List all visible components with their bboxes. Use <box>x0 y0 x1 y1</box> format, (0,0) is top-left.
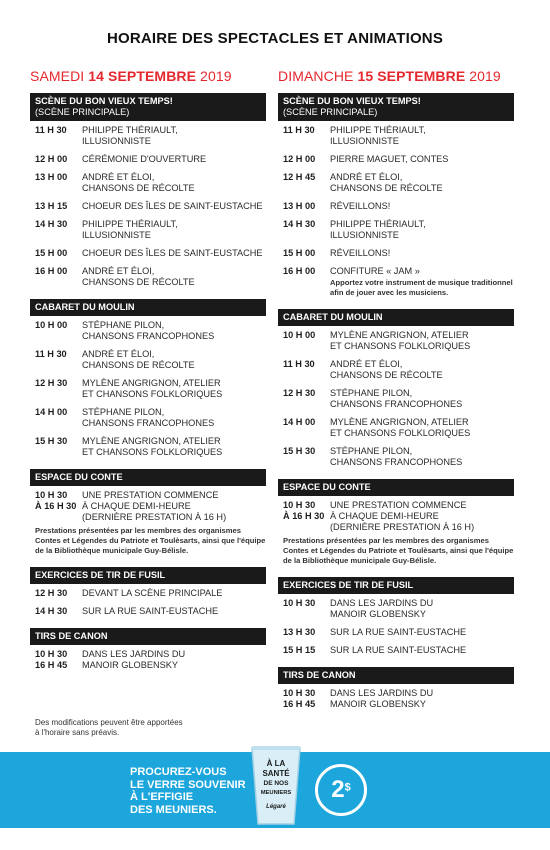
event-time: 13 H 00 <box>35 172 68 182</box>
section-title: EXERCICES DE TIR DE FUSIL <box>35 570 166 580</box>
schedule-row <box>35 490 266 523</box>
section-title: TIRS DE CANON <box>283 670 356 680</box>
event-description: STÉPHANE PILON, CHANSONS FRANCOPHONES <box>82 320 215 341</box>
event-time: 14 H 00 <box>35 407 68 417</box>
section-subtitle: (SCÈNE PRINCIPALE) <box>283 107 378 117</box>
event-description: MYLÈNE ANGRIGNON, ATELIER ET CHANSONS FOLKLORIQUES <box>330 330 471 351</box>
event-description: SUR LA RUE SAINT-EUSTACHE <box>330 645 467 655</box>
event-time: 15 H 30 <box>283 446 316 456</box>
schedule-row <box>283 446 514 468</box>
event-time: 10 H 30 À 16 H 30 <box>35 490 77 511</box>
day-column-sunday <box>278 68 514 721</box>
event-note: Apportez votre instrument de musique traditionnel afin de jouer avec les musiciens. <box>330 278 513 297</box>
promo-text: PROCUREZ-VOUS LE VERRE SOUVENIR À L'EFFIGIE DES MEUNIERS. <box>130 766 246 816</box>
section-header <box>278 479 514 496</box>
event-description: RÉVEILLONS! <box>330 201 391 211</box>
event-description: ANDRÉ ET ÉLOI, CHANSONS DE RÉCOLTE <box>82 349 195 370</box>
schedule-row <box>35 349 266 371</box>
event-description: ANDRÉ ET ÉLOI, CHANSONS DE RÉCOLTE <box>330 172 443 193</box>
day-date: 14 SEPTEMBRE <box>88 68 197 84</box>
event-time: 13 H 30 <box>283 627 316 637</box>
section-title: TIRS DE CANON <box>35 631 108 641</box>
event-time: 14 H 00 <box>283 417 316 427</box>
schedule-section <box>278 309 514 468</box>
schedule-row <box>35 219 266 241</box>
schedule-section <box>278 667 514 710</box>
event-time: 12 H 30 <box>283 388 316 398</box>
event-time: 13 H 15 <box>35 201 68 211</box>
schedule-row <box>35 606 266 617</box>
schedule-row <box>283 330 514 352</box>
day-name: SAMEDI <box>30 68 89 84</box>
souvenir-cup-icon <box>248 742 304 826</box>
event-description: ANDRÉ ET ÉLOI, CHANSONS DE RÉCOLTE <box>82 266 195 287</box>
schedule-section <box>278 479 514 566</box>
day-column-saturday <box>30 68 266 682</box>
schedule-row <box>283 266 514 277</box>
event-time: 14 H 30 <box>35 219 68 229</box>
event-description: PIERRE MAGUET, CONTES <box>330 154 449 164</box>
schedule-row <box>283 125 514 147</box>
schedule-section <box>278 93 514 298</box>
section-header <box>30 299 266 316</box>
price-amount: 2 <box>331 776 345 803</box>
section-title: SCÈNE DU BON VIEUX TEMPS! <box>283 96 421 106</box>
event-time: 12 H 00 <box>283 154 316 164</box>
event-time: 16 H 00 <box>35 266 68 276</box>
schedule-section <box>30 299 266 458</box>
event-time: 10 H 00 <box>35 320 68 330</box>
event-time: 12 H 30 <box>35 588 68 598</box>
cup-text-line-3: DE NOS <box>263 780 289 787</box>
event-description: RÉVEILLONS! <box>330 248 391 258</box>
section-note: Prestations présentées par les membres des organismes Contes et Légendes du Patriote et Toulèsarts, ainsi que l'équipe de la Bibliothèque municipale Guy-Bélisle. <box>283 536 514 565</box>
schedule-section <box>30 469 266 556</box>
event-time: 11 H 30 <box>35 125 67 135</box>
event-description: PHILIPPE THÉRIAULT, ILLUSIONNISTE <box>330 219 426 240</box>
event-description: CHOEUR DES ÎLES DE SAINT-EUSTACHE <box>82 201 263 211</box>
schedule-row <box>283 388 514 410</box>
event-description: DANS LES JARDINS DU MANOIR GLOBENSKY <box>330 688 434 709</box>
section-title: CABARET DU MOULIN <box>283 312 383 322</box>
event-description: MYLÈNE ANGRIGNON, ATELIER ET CHANSONS FOLKLORIQUES <box>330 417 471 438</box>
event-description: MYLÈNE ANGRIGNON, ATELIER ET CHANSONS FOLKLORIQUES <box>82 436 223 457</box>
day-year: 2019 <box>465 68 501 84</box>
event-time: 10 H 30 À 16 H 30 <box>283 500 325 521</box>
price-badge <box>315 764 367 816</box>
event-description: CONFITURE « JAM » <box>330 266 420 276</box>
event-description: PHILIPPE THÉRIAULT, ILLUSIONNISTE <box>82 219 178 240</box>
schedule-row <box>35 407 266 429</box>
event-description: ANDRÉ ET ÉLOI, CHANSONS DE RÉCOLTE <box>82 172 195 193</box>
event-description: DANS LES JARDINS DU MANOIR GLOBENSKY <box>82 649 186 670</box>
schedule-row <box>283 219 514 241</box>
schedule-section <box>30 93 266 288</box>
event-description: STÉPHANE PILON, CHANSONS FRANCOPHONES <box>82 407 215 428</box>
schedule-row <box>35 201 266 212</box>
section-header <box>278 93 514 121</box>
schedule-row <box>35 588 266 599</box>
event-time: 15 H 15 <box>283 645 316 655</box>
event-description: CHOEUR DES ÎLES DE SAINT-EUSTACHE <box>82 248 263 258</box>
price-currency: $ <box>344 781 351 794</box>
schedule-row <box>283 688 514 710</box>
day-heading <box>30 68 266 84</box>
day-date: 15 SEPTEMBRE <box>357 68 466 84</box>
day-year: 2019 <box>196 68 232 84</box>
section-subtitle: (SCÈNE PRINCIPALE) <box>35 107 130 117</box>
event-description: SUR LA RUE SAINT-EUSTACHE <box>330 627 467 637</box>
schedule-row <box>283 627 514 638</box>
event-time: 14 H 30 <box>35 606 68 616</box>
event-description: STÉPHANE PILON, CHANSONS FRANCOPHONES <box>330 388 463 409</box>
section-title: CABARET DU MOULIN <box>35 302 135 312</box>
event-description: MYLÈNE ANGRIGNON, ATELIER ET CHANSONS FOLKLORIQUES <box>82 378 223 399</box>
section-header <box>30 567 266 584</box>
event-time: 15 H 00 <box>35 248 68 258</box>
event-time: 12 H 30 <box>35 378 68 388</box>
schedule-row <box>35 125 266 147</box>
section-header <box>278 309 514 326</box>
section-title: EXERCICES DE TIR DE FUSIL <box>283 580 414 590</box>
schedule-row <box>35 266 266 288</box>
event-description: UNE PRESTATION COMMENCE À CHAQUE DEMI-HEURE (DERNIÈRE PRESTATION À 16 H) <box>82 490 227 522</box>
event-description: UNE PRESTATION COMMENCE À CHAQUE DEMI-HEURE (DERNIÈRE PRESTATION À 16 H) <box>330 500 475 532</box>
section-header <box>278 667 514 684</box>
section-title: SCÈNE DU BON VIEUX TEMPS! <box>35 96 173 106</box>
event-time: 15 H 30 <box>35 436 68 446</box>
schedule-row <box>35 436 266 458</box>
page-title: HORAIRE DES SPECTACLES ET ANIMATIONS <box>106 30 444 47</box>
schedule-row <box>35 248 266 259</box>
event-time: 16 H 00 <box>283 266 316 276</box>
event-description: DEVANT LA SCÈNE PRINCIPALE <box>82 588 223 598</box>
day-heading <box>278 68 514 84</box>
schedule-section <box>278 577 514 656</box>
schedule-row <box>283 359 514 381</box>
schedule-row <box>283 201 514 212</box>
section-header <box>30 469 266 486</box>
section-title: ESPACE DU CONTE <box>35 472 123 482</box>
event-time: 12 H 45 <box>283 172 316 182</box>
schedule-row <box>283 417 514 439</box>
section-title: ESPACE DU CONTE <box>283 482 371 492</box>
section-header <box>30 93 266 121</box>
event-description: SUR LA RUE SAINT-EUSTACHE <box>82 606 219 616</box>
event-time: 10 H 30 16 H 45 <box>283 688 316 709</box>
schedule-section <box>30 628 266 671</box>
event-description: PHILIPPE THÉRIAULT, ILLUSIONNISTE <box>82 125 178 146</box>
section-header <box>30 628 266 645</box>
schedule-row <box>35 378 266 400</box>
cup-text-line-1: À LA <box>266 759 286 768</box>
disclaimer: Des modifications peuvent être apportées à l'horaire sans préavis. <box>35 718 183 737</box>
section-note: Prestations présentées par les membres des organismes Contes et Légendes du Patriote et Toulèsarts, ainsi que l'équipe de la Bibliothèque municipale Guy-Bélisle. <box>35 526 266 555</box>
cup-text-line-4: MEUNIERS <box>260 790 292 796</box>
schedule-row <box>283 248 514 259</box>
schedule-row <box>35 172 266 194</box>
schedule-row <box>35 649 266 671</box>
schedule-row <box>35 320 266 342</box>
event-time: 11 H 30 <box>283 359 315 369</box>
event-description: ANDRÉ ET ÉLOI, CHANSONS DE RÉCOLTE <box>330 359 443 380</box>
event-description: PHILIPPE THÉRIAULT, ILLUSIONNISTE <box>330 125 426 146</box>
schedule-row <box>283 154 514 165</box>
event-time: 10 H 30 16 H 45 <box>35 649 68 670</box>
event-time: 12 H 00 <box>35 154 68 164</box>
event-time: 14 H 30 <box>283 219 316 229</box>
cup-text-line-2: SANTÉ <box>262 769 290 778</box>
event-time: 10 H 00 <box>283 330 316 340</box>
day-name: DIMANCHE <box>278 68 358 84</box>
schedule-row <box>283 598 514 620</box>
event-time: 13 H 00 <box>283 201 316 211</box>
schedule-row <box>35 154 266 165</box>
event-time: 11 H 30 <box>283 125 315 135</box>
event-time: 11 H 30 <box>35 349 67 359</box>
section-header <box>278 577 514 594</box>
event-time: 10 H 30 <box>283 598 316 608</box>
schedule-row <box>283 172 514 194</box>
promo-banner <box>0 752 550 828</box>
event-description: STÉPHANE PILON, CHANSONS FRANCOPHONES <box>330 446 463 467</box>
event-time: 15 H 00 <box>283 248 316 258</box>
schedule-row <box>283 645 514 656</box>
event-description: DANS LES JARDINS DU MANOIR GLOBENSKY <box>330 598 434 619</box>
cup-brand: Légaré <box>266 804 286 810</box>
schedule-row <box>283 500 514 533</box>
schedule-section <box>30 567 266 617</box>
event-description: CÉRÉMONIE D'OUVERTURE <box>82 154 207 164</box>
